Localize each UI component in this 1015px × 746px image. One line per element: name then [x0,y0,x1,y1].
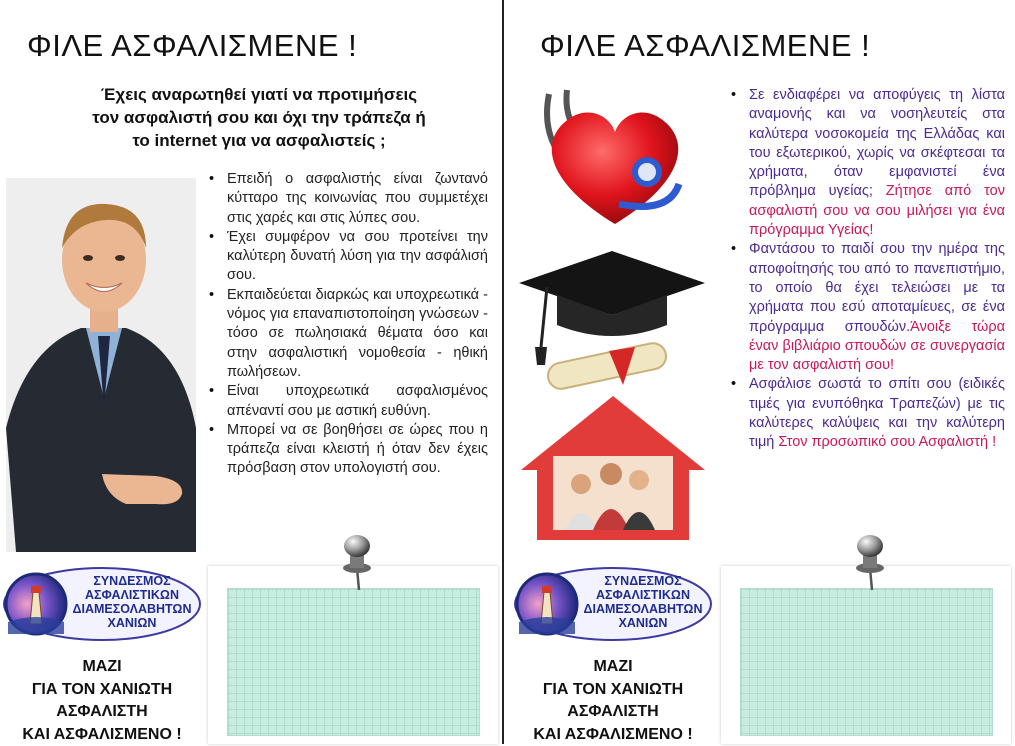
motto-line: ΓΙΑ ΤΟΝ ΧΑΝΙΩΤΗ [513,679,713,702]
offer-item [727,240,1005,375]
logo-text [573,574,713,630]
right-panel [507,0,1015,744]
benefit-item: • Μπορεί να σε βοηθήσει σε ώρες που η τράπεζα είναι κλειστή ή όταν δεν έχεις πρόσβαση στον υπολογιστή σου. [205,421,488,479]
offers-list [727,86,1005,453]
benefit-item: • Εκπαιδεύεται διαρκώς και υποχρεωτικά - νόμος για επαναπιστοποίηση γνώσεων - τόσο σε πωλησιακά θέματα όσο και στην ασφαλιστική νομοθεσία - ηθική πωλήσεων. [205,286,488,382]
offer-text: Φαντάσου το παιδί σου την ημέρα της αποφοίτησής του από το πανεπιστήμιο, το οποίο θα έχει τελειώσει με τα χρήματα που εσύ αποταμίευες, σε ένα πρόγραμμα σπουδών. [749,241,1005,334]
intro-question-line: τον ασφαλιστή σου και όχι την τράπεζα ή [55,106,463,129]
page-title: ΦΙΛΕ ΑΣΦΑΛΙΣΜΕΝΕ ! [540,28,870,64]
note-paper [227,588,480,736]
intro-question [55,83,463,152]
motto-line: ΜΑΖΙ [513,656,713,679]
offer-item [727,375,1005,452]
benefit-item: • Είναι υποχρεωτικά ασφαλισμένος απέναντί σου με αστική ευθύνη. [205,382,488,421]
offer-highlight: Ζήτησε από τον ασφαλιστή σου να σου μιλήσει για ένα πρόγραμμα Υγείας! [749,183,1005,238]
note-paper [740,588,993,736]
motto-line: ΑΣΦΑΛΙΣΤΗ [513,701,713,724]
heart-stethoscope-icon [519,84,704,234]
logo-text-line: ΔΙΑΜΕΣΟΛΑΒΗΤΩΝ [573,602,713,616]
motto-line: ΓΙΑ ΤΟΝ ΧΑΝΙΩΤΗ [2,679,202,702]
logo-text-line: ΑΣΦΑΛΙΣΤΙΚΩΝ [573,588,713,602]
logo-text-line: ΧΑΝΙΩΝ [573,616,713,630]
offer-text: Σε ενδιαφέρει να αποφύγεις τη λίστα αναμονής και να νοσηλευτείς στα καλύτερα νοσοκομεία της Ελλάδας και του εξωτερικού, χωρίς να σκέφτεσαι τα χρήματα, όταν εμφανιστεί ένα πρόβλημα υγείας; [749,87,1005,199]
pushpin-icon [333,532,379,597]
graduation-cap-diploma-icon [517,247,707,402]
panel-divider [502,0,504,744]
offer-highlight: Άνοιξε τώρα έναν βιβλιάριο σπουδών σε συνεργασία με τον ασφαλιστή σου! [749,319,1005,374]
association-logo [2,564,202,642]
logo-text-line: ΧΑΝΙΩΝ [62,616,202,630]
handshake-businessman-photo [6,178,196,552]
association-logo [513,564,713,642]
offer-item [727,86,1005,240]
intro-question-line: Έχεις αναρωτηθεί γιατί να προτιμήσεις [55,83,463,106]
motto-line: ΚΑΙ ΑΣΦΑΛΙΣΜΕΝΟ ! [2,724,202,746]
benefit-item: • Επειδή ο ασφαλιστής είναι ζωντανό κύτταρο της κοινωνίας που συμμετέχει στις χαρές και στις λύπες σου. [205,170,488,228]
logo-text-line: ΣΥΝΔΕΣΜΟΣ [573,574,713,588]
offer-text: Ασφάλισε σωστά το σπίτι σου (ειδικές τιμές για ενυπόθηκα Τραπεζών) με τις καλύτερες καλύψεις και την καλύτερη τιμή [749,376,1005,450]
benefit-item: • Έχει συμφέρον να σου προτείνει την καλύτερη δυνατή λύση για την ασφάλισή σου. [205,228,488,286]
logo-text-line: ΑΣΦΑΛΙΣΤΙΚΩΝ [62,588,202,602]
logo-text [62,574,202,630]
page-title: ΦΙΛΕ ΑΣΦΑΛΙΣΜΕΝΕ ! [27,28,357,64]
left-panel [0,0,503,744]
offer-highlight: Στον προσωπικό σου Ασφαλιστή ! [774,434,996,450]
intro-question-line: το internet για να ασφαλιστείς ; [55,129,463,152]
motto-line: ΑΣΦΑΛΙΣΤΗ [2,701,202,724]
logo-text-line: ΣΥΝΔΕΣΜΟΣ [62,574,202,588]
motto-line: ΚΑΙ ΑΣΦΑΛΙΣΜΕΝΟ ! [513,724,713,746]
house-family-icon [521,392,706,547]
motto-line: ΜΑΖΙ [2,656,202,679]
motto [2,656,202,746]
motto [513,656,713,746]
pushpin-icon [846,532,892,597]
logo-text-line: ΔΙΑΜΕΣΟΛΑΒΗΤΩΝ [62,602,202,616]
benefits-list [205,170,488,479]
